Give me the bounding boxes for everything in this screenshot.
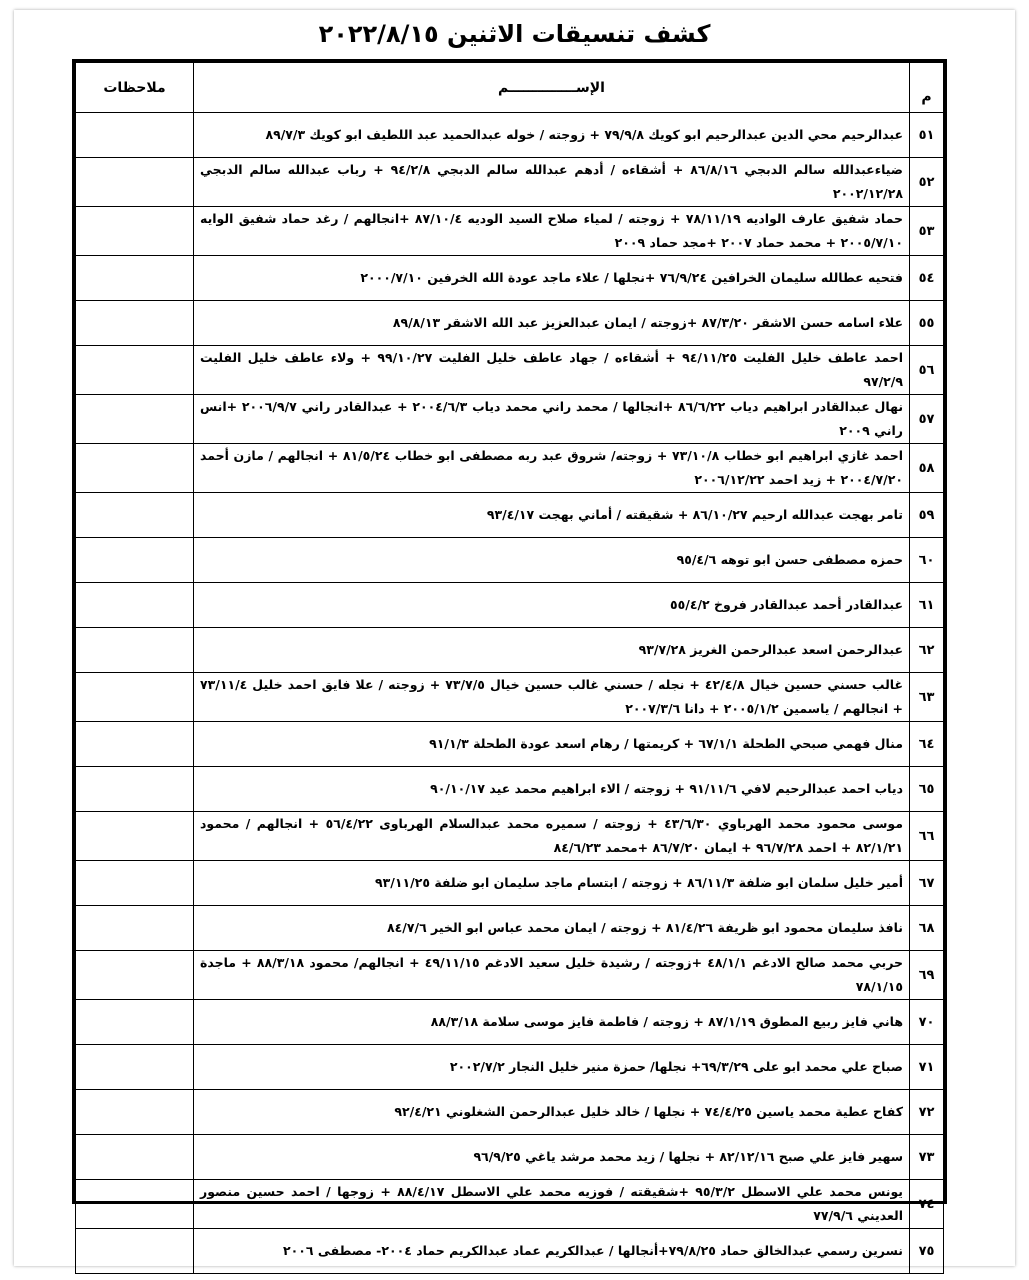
row-notes: [76, 1180, 194, 1229]
row-names: موسى محمود محمد الهرباوي ٤٣/٦/٣٠ + زوجته / سميره محمد عبدالسلام الهرباوى ٥٦/٤/٢٢ + انجالهم / محمود ٨٢/١/٢١ + احمد ٩٦/٧/٢٨ + ايمان ٨٦/٧/٢٠ +محمد ٨٤/٦/٢٣: [194, 812, 910, 861]
table-row: [76, 906, 944, 951]
page-title: كشف تنسيقات الاثنين ٢٠٢٢/٨/١٥: [318, 20, 711, 48]
row-notes: [76, 673, 194, 722]
row-names: عبدالرحيم محي الدين عبدالرحيم ابو كويك ٧٩/٩/٨ + زوجته / خوله عبدالحميد عبد اللطيف ابو كويك ٨٩/٧/٣: [194, 113, 910, 158]
row-number: ٧٥: [910, 1229, 944, 1274]
row-names: أمير خليل سلمان ابو ضلفة ٨٦/١١/٣ + زوجته / ابتسام ماجد سليمان ابو ضلفة ٩٣/١١/٢٥: [194, 861, 910, 906]
row-number: ٥٩: [910, 493, 944, 538]
table-row: [76, 583, 944, 628]
table-row: [76, 861, 944, 906]
row-notes: [76, 301, 194, 346]
row-names: تامر بهجت عبدالله ارحيم ٨٦/١٠/٢٧ + شقيقته / أماني بهجت ٩٣/٤/١٧: [194, 493, 910, 538]
row-names: حماد شفيق عارف الواديه ٧٨/١١/١٩ + زوجته / لمياء صلاح السيد الوديه ٨٧/١٠/٤ +انجالهم / رغد حماد شفيق الوايه ٢٠٠٥/٧/١٠ + محمد حماد ٢٠٠٧ +مجد حماد ٢٠٠٩: [194, 207, 910, 256]
row-number: ٦٨: [910, 906, 944, 951]
row-number: ٦٣: [910, 673, 944, 722]
row-number: ٥٤: [910, 256, 944, 301]
row-number: ٥٣: [910, 207, 944, 256]
row-number: ٦٦: [910, 812, 944, 861]
row-notes: [76, 346, 194, 395]
row-names: هاني فايز ربيع المطوق ٨٧/١/١٩ + زوجته / فاطمة فايز موسى سلامة ٨٨/٣/١٨: [194, 1000, 910, 1045]
row-number: ٧٠: [910, 1000, 944, 1045]
row-names: عبدالرحمن اسعد عبدالرحمن الغريز ٩٣/٧/٢٨: [194, 628, 910, 673]
row-notes: [76, 583, 194, 628]
row-number: ٥١: [910, 113, 944, 158]
row-names: حمزه مصطفى حسن ابو توهه ٩٥/٤/٦: [194, 538, 910, 583]
row-notes: [76, 767, 194, 812]
table-row: [76, 444, 944, 493]
row-notes: [76, 113, 194, 158]
row-notes: [76, 1135, 194, 1180]
row-names: نهال عبدالقادر ابراهيم دياب ٨٦/٦/٢٢ +انجالها / محمد راني محمد دياب ٢٠٠٤/٦/٣ + عبدالقادر راني ٢٠٠٦/٩/٧ +انس راني ٢٠٠٩: [194, 395, 910, 444]
row-number: ٦٧: [910, 861, 944, 906]
row-names: علاء اسامه حسن الاشقر ٨٧/٣/٢٠ +زوجته / ايمان عبدالعزيز عبد الله الاشقر ٨٩/٨/١٣: [194, 301, 910, 346]
row-notes: [76, 444, 194, 493]
header-notes: ملاحظات: [76, 63, 194, 113]
table-row: [76, 1000, 944, 1045]
row-number: ٥٥: [910, 301, 944, 346]
row-names: ضياءعبدالله سالم الدبجي ٨٦/٨/١٦ + أشقاءه / أدهم عبدالله سالم الدبجي ٩٤/٢/٨ + رباب عبدالله سالم الدبجي ٢٠٠٢/١٢/٢٨: [194, 158, 910, 207]
table-row: [76, 628, 944, 673]
table-row: [76, 1045, 944, 1090]
table-row: [76, 1090, 944, 1135]
row-notes: [76, 493, 194, 538]
table-header-row: [76, 63, 944, 113]
table-row: [76, 951, 944, 1000]
row-number: ٦٥: [910, 767, 944, 812]
row-number: ٧٢: [910, 1090, 944, 1135]
row-number: ٧١: [910, 1045, 944, 1090]
table-row: [76, 301, 944, 346]
row-names: سهير فايز علي صبح ٨٢/١٢/١٦ + نجلها / زيد محمد مرشد ياغي ٩٦/٩/٢٥: [194, 1135, 910, 1180]
table-row: [76, 346, 944, 395]
row-number: ٥٨: [910, 444, 944, 493]
row-names: نسرين رسمي عبدالخالق حماد ٧٩/٨/٢٥+أنجالها / عبدالكريم عماد عبدالكريم حماد ٢٠٠٤- مصطفى ٢٠٠٦: [194, 1229, 910, 1274]
table-row: [76, 767, 944, 812]
row-number: ٦٩: [910, 951, 944, 1000]
row-names: دياب احمد عبدالرحيم لافي ٩١/١١/٦ + زوجته / الاء ابراهيم محمد عيد ٩٠/١٠/١٧: [194, 767, 910, 812]
row-notes: [76, 906, 194, 951]
row-notes: [76, 861, 194, 906]
row-names: صباح علي محمد ابو على ٦٩/٣/٢٩+ نجلها/ حمزة منير خليل النجار ٢٠٠٢/٧/٢: [194, 1045, 910, 1090]
row-number: ٧٤: [910, 1180, 944, 1229]
row-notes: [76, 812, 194, 861]
table-row: [76, 493, 944, 538]
row-number: ٥٦: [910, 346, 944, 395]
row-notes: [76, 158, 194, 207]
table-row: [76, 113, 944, 158]
row-number: ٦١: [910, 583, 944, 628]
row-names: نافذ سليمان محمود ابو ظريفة ٨١/٤/٢٦ + زوجته / ايمان محمد عباس ابو الخير ٨٤/٧/٦: [194, 906, 910, 951]
table-row: [76, 158, 944, 207]
table-row: [76, 1229, 944, 1274]
row-notes: [76, 1000, 194, 1045]
row-notes: [76, 395, 194, 444]
row-names: منال فهمي صبحي الطحلة ٦٧/١/١ + كريمتها / رهام اسعد عودة الطحلة ٩١/١/٣: [194, 722, 910, 767]
table-row: [76, 256, 944, 301]
row-names: احمد غازي ابراهيم ابو خطاب ٧٣/١٠/٨ + زوجته/ شروق عبد ربه مصطفى ابو خطاب ٨١/٥/٢٤ + انجالهم / مازن أحمد ٢٠٠٤/٧/٢٠ + زيد احمد ٢٠٠٦/١٢/٢٢: [194, 444, 910, 493]
table: [75, 62, 944, 1274]
header-number: م: [910, 63, 944, 113]
row-notes: [76, 628, 194, 673]
row-names: حربي محمد صالح الادغم ٤٨/١/١ +زوجته / رشيدة خليل سعيد الادغم ٤٩/١١/١٥ + انجالهم/ محمود ٨٨/٣/١٨ + ماجدة ٧٨/١/١٥: [194, 951, 910, 1000]
header-name: الإســــــــــــــم: [194, 63, 910, 113]
row-names: غالب حسني حسين خيال ٤٢/٤/٨ + نجله / حسني غالب حسين خيال ٧٣/٧/٥ + زوجته / علا فايق احمد خليل ٧٣/١١/٤ + انجالهم / ياسمين ٢٠٠٥/١/٢ + دانا ٢٠٠٧/٣/٦: [194, 673, 910, 722]
row-names: يونس محمد علي الاسطل ٩٥/٣/٢ +شقيقته / فوزيه محمد علي الاسطل ٨٨/٤/١٧ + زوجها / احمد حسين منصور العديني ٧٧/٩/٦: [194, 1180, 910, 1229]
row-notes: [76, 1090, 194, 1135]
table-row: [76, 395, 944, 444]
table-row: [76, 1180, 944, 1229]
row-names: فتحيه عطالله سليمان الخرافين ٧٦/٩/٢٤ +نجلها / علاء ماجد عودة الله الخرفين ٢٠٠٠/٧/١٠: [194, 256, 910, 301]
row-number: ٦٠: [910, 538, 944, 583]
row-number: ٦٤: [910, 722, 944, 767]
row-notes: [76, 256, 194, 301]
row-notes: [76, 1045, 194, 1090]
row-number: ٧٣: [910, 1135, 944, 1180]
row-notes: [76, 207, 194, 256]
coordination-table: [72, 59, 947, 1259]
row-notes: [76, 538, 194, 583]
table-row: [76, 722, 944, 767]
row-names: احمد عاطف خليل الفليت ٩٤/١١/٢٥ + أشقاءه / جهاد عاطف خليل الفليت ٩٩/١٠/٢٧ + ولاء عاطف خليل الفليت ٩٧/٢/٩: [194, 346, 910, 395]
table-row: [76, 673, 944, 722]
row-names: عبدالقادر أحمد عبدالقادر فروخ ٥٥/٤/٢: [194, 583, 910, 628]
row-number: ٦٢: [910, 628, 944, 673]
row-names: كفاح عطية محمد ياسين ٧٤/٤/٢٥ + نجلها / خالد خليل عبدالرحمن الشغلوني ٩٢/٤/٢١: [194, 1090, 910, 1135]
row-notes: [76, 951, 194, 1000]
row-number: ٥٢: [910, 158, 944, 207]
table-row: [76, 812, 944, 861]
row-notes: [76, 722, 194, 767]
row-number: ٥٧: [910, 395, 944, 444]
table-row: [76, 538, 944, 583]
table-row: [76, 207, 944, 256]
row-notes: [76, 1229, 194, 1274]
table-row: [76, 1135, 944, 1180]
